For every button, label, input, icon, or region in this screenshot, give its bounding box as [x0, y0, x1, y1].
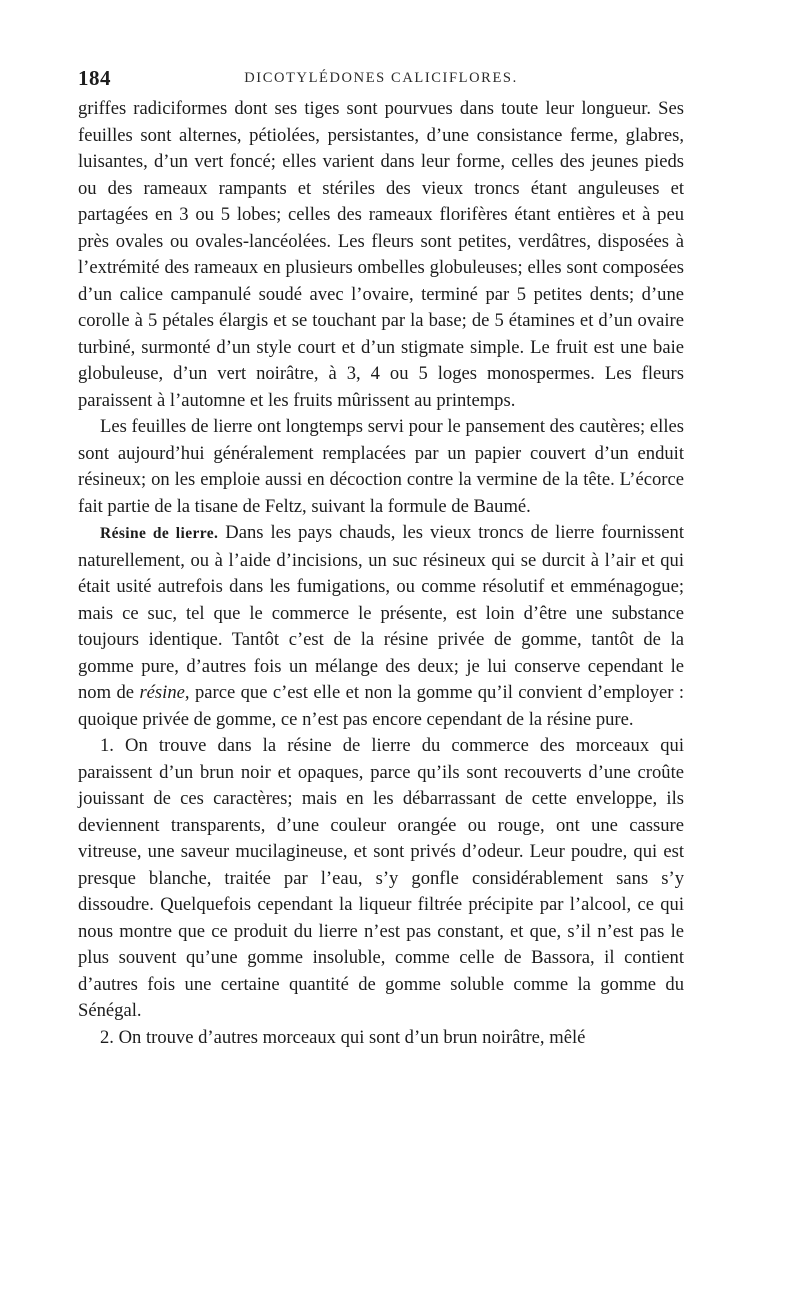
resin-text-part2: , parce que c’est elle et non la gomme qu’il convient d’employer : quoique privée de gomme, ce n’est pas encore cependant de la résine pure. — [78, 682, 684, 730]
running-title: DICOTYLÉDONES CALICIFLORES. — [244, 70, 518, 86]
resin-italic-term: résine — [139, 682, 185, 703]
resin-text-part1: Dans les pays chauds, les vieux troncs de lierre fournissent naturellement, ou à l’aide d’incisions, un suc résineux qui se durcit à l’air et qui était usité autrefois dans les fumigations, ou comme résolutif et emménagogue; mais ce suc, tel que le commerce le présente, est loin d’être une substance toujours identique. Tantôt c’est de la résine privée de gomme, tantôt de la gomme pure, d’autres fois un mélange des deux; je lui conserve cependant le nom de — [78, 522, 684, 703]
paragraph-description: griffes radiciformes dont ses tiges sont pourvues dans toute leur longueur. Ses feuilles sont alternes, pétiolées, persistantes, d’une consistance ferme, glabres, luisantes, d’un vert foncé; elles varient dans leur forme, celles des jeunes pieds ou des rameaux rampants et stériles des vieux troncs étant anguleuses et partagées en 3 ou 5 lobes; celles des rameaux florifères étant entières et à peu près ovales ou ovales-lancéolées. Les fleurs sont petites, verdâtres, disposées à l’extrémité des rameaux en plusieurs ombelles globuleuses; elles sont composées d’un calice campanulé soudé avec l’ovaire, terminé par 5 petites dents; d’une corolle à 5 pétales élargis et se touchant par la base; de 5 étamines et d’un ovaire turbiné, surmonté d’un style court et d’un stigmate simple. Le fruit est une baie globuleuse, d’un vert noirâtre, à 3, 4 ou 5 loges monospermes. Les fleurs paraissent à l’automne et les fruits mûrissent au printemps. — [78, 98, 684, 411]
section-heading-resin: Résine de lierre. — [100, 525, 219, 542]
page-number: 184 — [78, 66, 111, 90]
paragraph-item-1: 1. On trouve dans la résine de lierre du commerce des morceaux qui paraissent d’un brun noir et opaques, parce qu’ils sont recouverts d’une croûte jouissant de ces caractères; mais en les débarrassant de cette enveloppe, ils deviennent transparents, d’une couleur orangée ou rouge, ont une cassure vitreuse, une saveur mucilagineuse, et sont privés d’odeur. Leur poudre, qui est presque blanche, traitée par l’eau, s’y gonfle considérablement sans s’y dissoudre. Quelquefois cependant la liqueur filtrée précipite par l’alcool, ce qui nous montre que ce produit du lierre n’est pas constant, et que, s’il n’est pas le plus souvent qu’une gomme insoluble, comme celle de Bassora, il contient d’autres fois une certaine quantité de gomme soluble comme la gomme du Sénégal. — [78, 735, 684, 1021]
paragraph-item-2: 2. On trouve d’autres morceaux qui sont d’un brun noirâtre, mêlé — [100, 1026, 586, 1048]
paragraph-leaves-usage: Les feuilles de lierre ont longtemps servi pour le pansement des cautères; elles sont aujourd’hui généralement remplacées par un papier couvert d’un enduit résineux; on les emploie aussi en décoction contre la vermine de la tête. L’écorce fait partie de la tisane de Feltz, suivant la formule de Baumé. — [78, 416, 684, 517]
book-page — [78, 66, 684, 1051]
paragraph-resin — [78, 520, 684, 733]
body-text — [78, 96, 684, 1051]
page-header — [78, 66, 684, 92]
